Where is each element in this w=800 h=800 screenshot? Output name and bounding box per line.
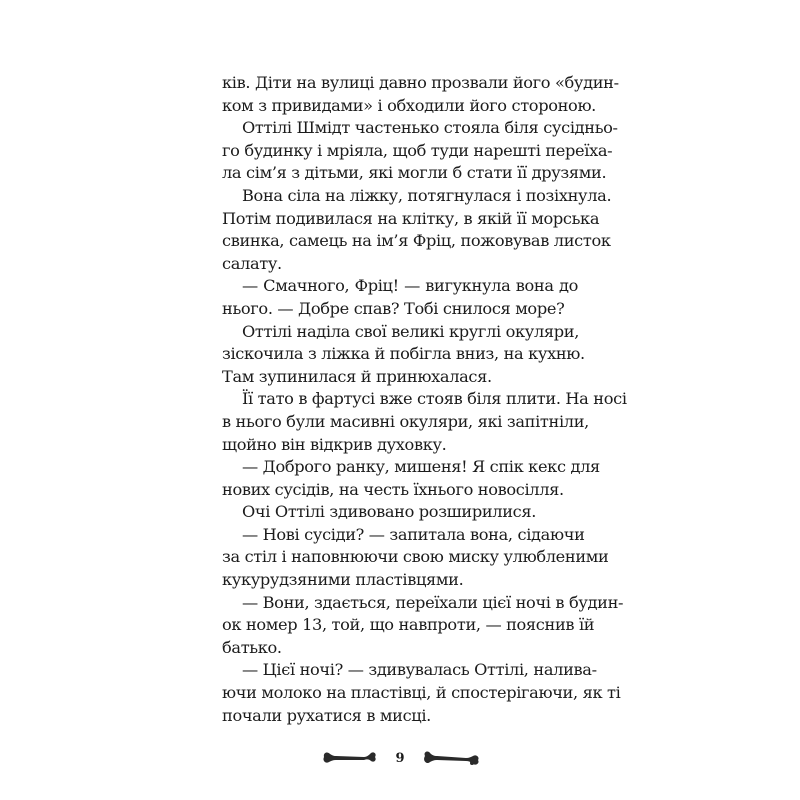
text-line: в нього були масивні окуляри, які запітніли, — [222, 411, 589, 431]
text-line: за стіл і наповнюючи свою миску улюбленими — [222, 547, 609, 567]
text-line: ком з привидами» і обходили його стороною. — [222, 95, 596, 115]
page-footer — [0, 745, 800, 775]
text-body — [222, 72, 627, 727]
text-line: ла сім’я з дітьми, які могли б стати її друзями. — [222, 163, 607, 183]
text-line: Оттілі Шмідт частенько стояла біля сусідньо- — [242, 118, 618, 138]
text-line: свинка, самець на ім’я Фріц, пожовував листок — [222, 231, 611, 251]
text-line: нових сусідів, на честь їхнього новосілля. — [222, 479, 564, 499]
text-line: Там зупинилася й принюхалася. — [222, 366, 492, 386]
text-line: батько. — [222, 637, 282, 657]
text-line: ок номер 13, той, що навпроти, — пояснив їй — [222, 615, 595, 635]
text-line: ків. Діти на вулиці давно прозвали його «будин- — [222, 73, 619, 92]
bone-icon — [322, 748, 378, 768]
text-line: — Цієї ночі? — здивувалась Оттілі, налива- — [242, 660, 597, 680]
text-line: — Вони, здається, переїхали цієї ночі в будин- — [242, 592, 624, 612]
text-line: го будинку і мріяла, щоб туди нарешті переїха- — [222, 140, 613, 160]
text-line: нього. — Добре спав? Тобі снилося море? — [222, 298, 565, 318]
text-line: зіскочила з ліжка й побігла вниз, на кухню. — [222, 344, 585, 364]
text-line: — Нові сусіди? — запитала вона, сідаючи — [242, 524, 585, 544]
text-line: кукурудзяними пластівцями. — [222, 570, 464, 590]
text-line: Вона сіла на ліжку, потягнулася і позіхнула. — [242, 185, 612, 205]
book-page-text — [222, 72, 627, 727]
bone-icon — [422, 748, 482, 768]
text-line: почали рухатися в мисці. — [222, 705, 431, 725]
text-line: Її тато в фартусі вже стояв біля плити. На носі — [242, 389, 627, 409]
text-line: — Доброго ранку, мишеня! Я спік кекс для — [242, 457, 600, 477]
text-line: ючи молоко на пластівці, й спостерігаючи, як ті — [222, 683, 621, 703]
page-number: 9 — [395, 751, 405, 766]
text-line: щойно він відкрив духовку. — [222, 434, 447, 454]
text-line: салату. — [222, 253, 282, 273]
text-line: Потім подивилася на клітку, в якій її морська — [222, 208, 600, 228]
text-line: — Смачного, Фріц! — вигукнула вона до — [242, 276, 578, 296]
text-line: Оттілі наділа свої великі круглі окуляри, — [242, 321, 580, 341]
text-line: Очі Оттілі здивовано розширилися. — [242, 502, 537, 522]
